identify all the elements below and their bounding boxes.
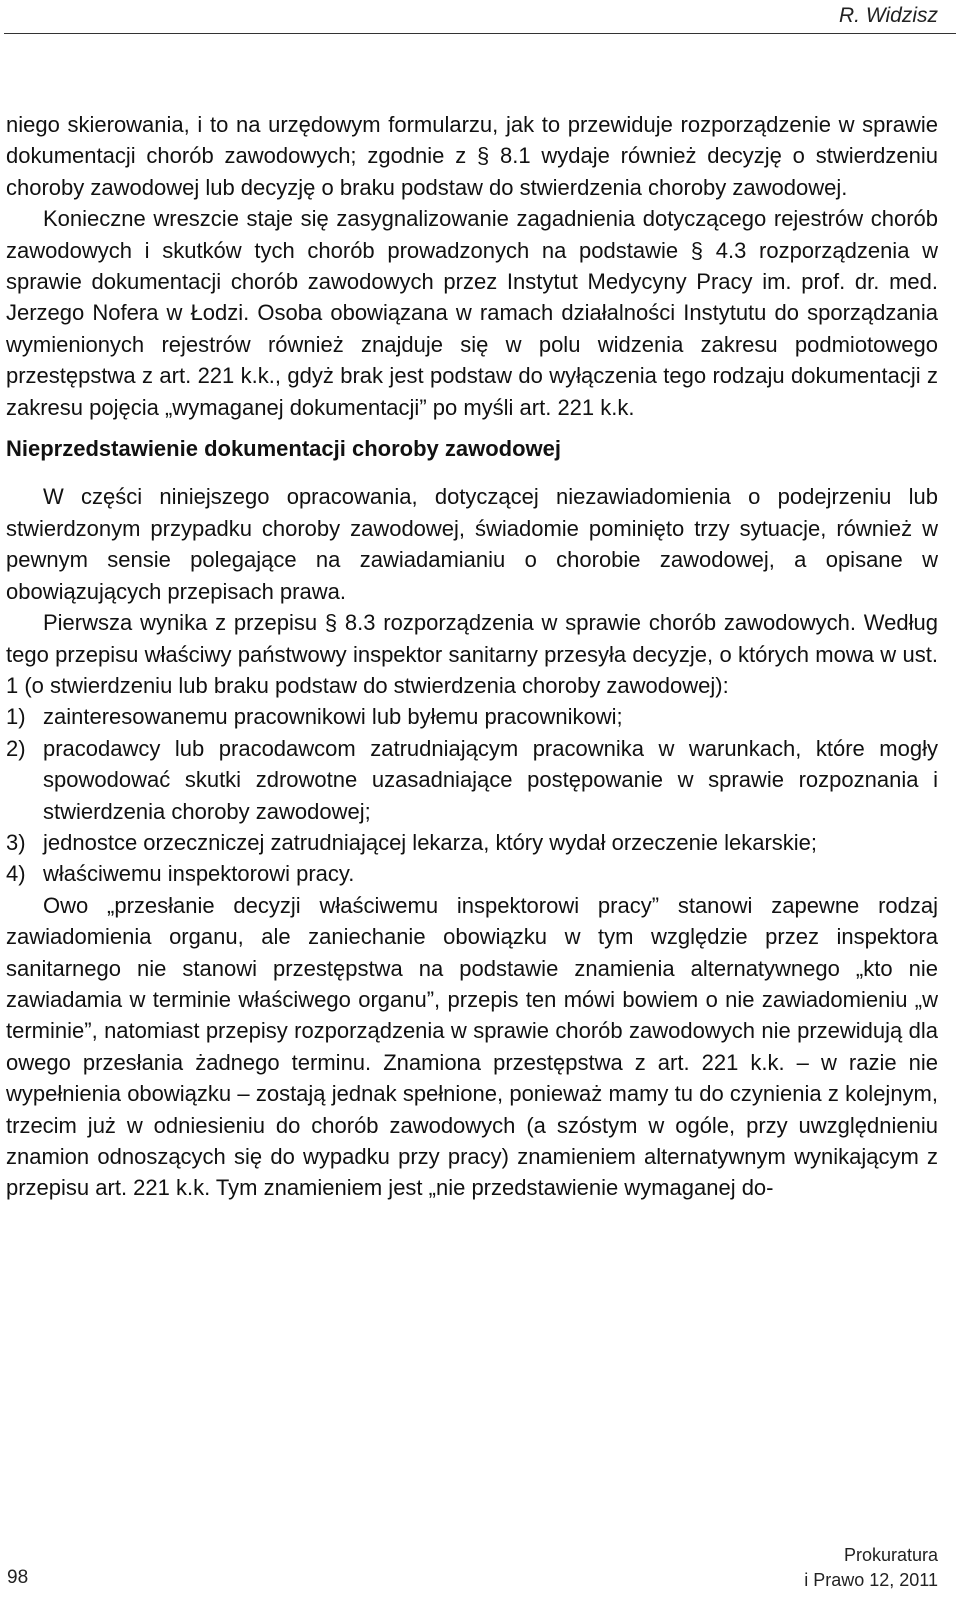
recipients-list — [6, 701, 938, 889]
list-item — [6, 827, 938, 858]
section-heading: Nieprzedstawienie dokumentacji choroby zawodowej — [6, 436, 562, 462]
page-number: 98 — [7, 1567, 29, 1588]
paragraph-3: W części niniejszego opracowania, dotyczącej niezawiadomienia o podejrzeniu lub stwierdzonym przypadku choroby zawodowej, świadomie pominięto trzy sytuacje, również w pewnym sensie polegające na zawiadamianiu o chorobie zawodowej, a opisane w obowiązujących przepisach prawa. — [6, 484, 938, 604]
list-item — [6, 858, 938, 889]
list-item-text: właściwemu inspektorowi pracy. — [43, 861, 355, 887]
paragraph-2: Konieczne wreszcie staje się zasygnalizowanie zagadnienia dotyczącego rejestrów chorób zawodowych i skutków tych chorób prowadzonych na podstawie § 4.3 rozporządzenia w sprawie dokumentacji chorób zawodowych przez Instytut Medycyny Pracy im. prof. dr. med. Jerzego Nofera w Łodzi. Osoba obowiązana w ramach działalności Instytutu do sporządzania wymienionych rejestrów również znajduje się w polu widzenia zakresu podmiotowego przestępstwa z art. 221 k.k., gdyż brak jest podstaw do wyłączenia tego rodzaju dokumentacji z zakresu pojęcia „wymaganej dokumentacji” po myśli art. 221 k.k. — [6, 206, 938, 420]
article-body — [6, 109, 938, 1204]
list-item-text: jednostce orzeczniczej zatrudniającej lekarza, który wydał orzeczenie lekarskie; — [43, 829, 818, 855]
paragraph-4: Pierwsza wynika z przepisu § 8.3 rozporządzenia w sprawie chorób zawodowych. Według tego przepisu właściwy państwowy inspektor sanitarny przesyła decyzje, o których mowa w ust. 1 (o stwierdzeniu lub braku podstaw do stwierdzenia choroby zawodowej): — [6, 610, 938, 698]
list-item-number: 1) — [6, 704, 26, 730]
list-item-text: pracodawcy lub pracodawcom zatrudniającym pracownika w warunkach, które mogły spowodować skutki zdrowotne uzasadniające postępowanie w sprawie rozpoznania i stwierdzenia choroby zawodowej; — [43, 735, 938, 824]
list-item-number: 3) — [6, 829, 26, 855]
list-item-number: 2) — [6, 735, 26, 761]
list-item — [6, 701, 938, 732]
journal-issue: i Prawo 12, 2011 — [804, 1570, 938, 1590]
header-divider — [4, 33, 956, 34]
list-item-text: zainteresowanemu pracownikowi lub byłemu pracownikowi; — [43, 704, 623, 730]
journal-footer — [804, 1543, 938, 1593]
paragraph-5: Owo „przesłanie decyzji właściwemu inspektorowi pracy” stanowi zapewne rodzaj zawiadomienia organu, ale zaniechanie obowiązku w tym względzie przez inspektora sanitarnego nie stanowi przestępstwa na podstawie znamienia alternatywnego „kto nie zawiadamia w terminie właściwego organu”, przepis ten mówi bowiem o nie zawiadomieniu „w terminie”, natomiast przepisy rozporządzenia w sprawie chorób zawodowych nie przewidują dla owego przesłania żadnego terminu. Znamiona przestępstwa z art. 221 k.k. – w razie nie wypełnienia obowiązku – zostają jednak spełnione, ponieważ mamy tu do czynienia z kolejnym, trzecim już w odniesieniu do chorób zawodowych (a szóstym w ogóle, przy uwzględnieniu znamion odnoszących się do wypadku przy pracy) znamieniem alternatywnym wynikającym z przepisu art. 221 k.k. Tym znamieniem jest „nie przedstawienie wymaganej do- — [6, 892, 938, 1201]
paragraph-1: niego skierowania, i to na urzędowym formularzu, jak to przewiduje rozporządzenie w sprawie dokumentacji chorób zawodowych; zgodnie z § 8.1 wydaje również decyzję o stwierdzeniu choroby zawodowej lub decyzję o braku podstaw do stwierdzenia choroby zawodowej. — [6, 112, 938, 200]
list-item-number: 4) — [6, 861, 26, 887]
journal-title: Prokuratura — [843, 1545, 938, 1565]
running-head-author: R. Widzisz — [839, 4, 938, 27]
list-item — [6, 733, 938, 827]
